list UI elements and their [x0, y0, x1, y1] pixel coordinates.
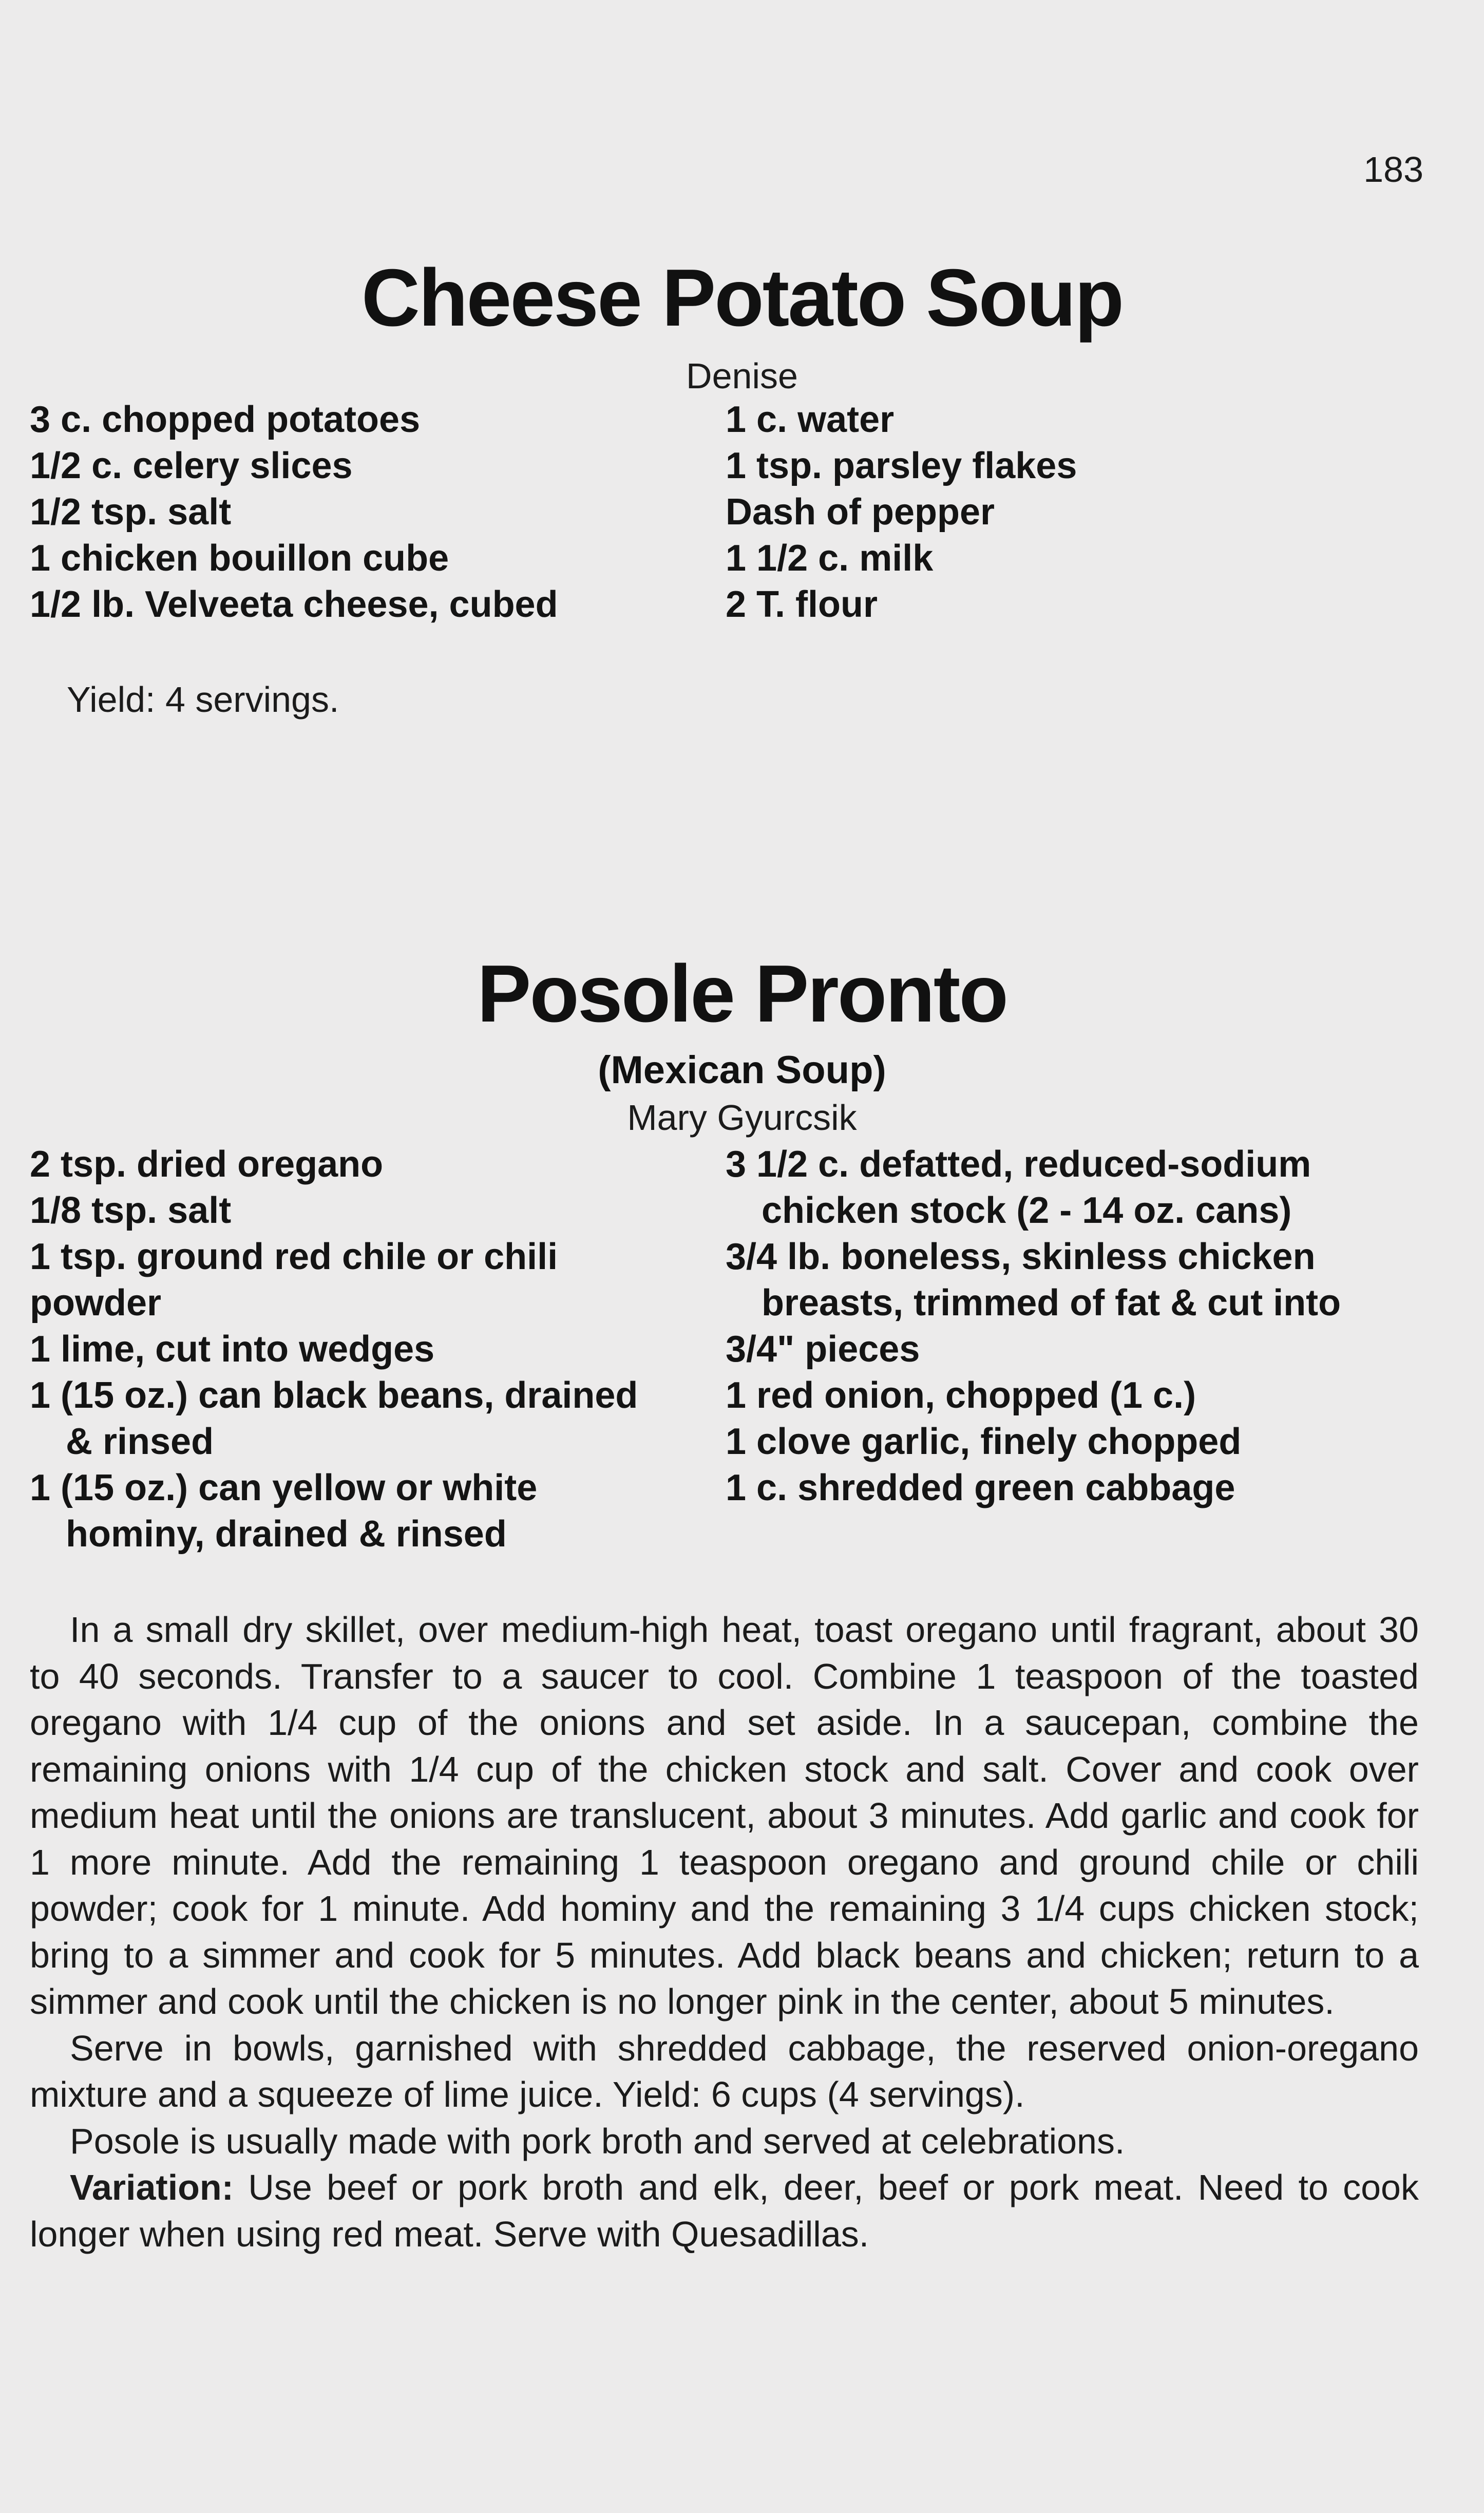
recipe-subtitle: (Mexican Soup) [598, 1048, 886, 1092]
ingredient [30, 1372, 638, 1465]
directions-paragraph: Serve in bowls, garnished with shredded cabbage, the reserved onion-oregano mixture and a squeeze of lime juice. Yield: 6 cups (4 servings). [30, 2028, 1419, 2114]
ingredient: 1/2 tsp. salt [30, 492, 232, 533]
ingredient-continuation: & rinsed [66, 1421, 214, 1462]
ingredient [726, 1326, 1341, 1372]
ingredient-line: 1 c. shredded green cabbage [726, 1467, 1235, 1508]
ingredient-line: 1 clove garlic, finely chopped [726, 1421, 1242, 1462]
ingredient [726, 1234, 1341, 1326]
ingredient [726, 1372, 1341, 1419]
ingredient [726, 1465, 1341, 1511]
ingredient [30, 1465, 638, 1557]
recipe-yield: Yield: 4 servings. [67, 679, 339, 720]
ingredient [726, 1419, 1341, 1465]
variation-text: Use beef or pork broth and elk, deer, beef or pork meat. Need to cook longer when using red meat. Serve with Quesadillas. [30, 2167, 1419, 2254]
recipe-directions [30, 1607, 1419, 2257]
variation-paragraph [30, 2164, 1419, 2257]
ingredient-line: 1 lime, cut into wedges [30, 1329, 435, 1370]
ingredient-line: 3/4" pieces [726, 1329, 920, 1370]
variation-label: Variation: [70, 2167, 234, 2207]
ingredient-line: 3 1/2 c. defatted, reduced-sodium [726, 1144, 1311, 1185]
ingredients-left-column [30, 1141, 638, 1557]
ingredient [30, 1141, 638, 1187]
ingredient-line: 1/8 tsp. salt [30, 1190, 232, 1231]
ingredient-line: 2 tsp. dried oregano [30, 1144, 384, 1185]
recipe-title-cheese-potato-soup: Cheese Potato Soup [361, 253, 1123, 343]
ingredient [30, 1326, 638, 1372]
directions-paragraph: Posole is usually made with pork broth and served at celebrations. [70, 2121, 1125, 2161]
ingredient-line: 1 red onion, chopped (1 c.) [726, 1375, 1196, 1416]
ingredients-right-column [726, 1141, 1341, 1511]
ingredients-right-column [726, 396, 1077, 628]
directions-paragraph: In a small dry skillet, over medium-high heat, toast oregano until fragrant, about 30 to 40 seconds. Transfer to a saucer to cool. Combine 1 teaspoon of the toasted oregano with 1/4 cup of the onions and set aside. In a saucepan, combine the remaining onions with 1/4 cup of the chicken stock and salt. Cover and cook over medium heat until the onions are translucent, about 3 minutes. Add garlic and cook for 1 more minute. Add the remaining 1 teaspoon oregano and ground chile or chili powder; cook for 1 minute. Add hominy and the remaining 3 1/4 cups chicken stock; bring to a simmer and cook for 5 minutes. Add black beans and chicken; return to a simmer and cook until the chicken is no longer pink in the center, about 5 minutes. [30, 1610, 1419, 2021]
ingredient-line: 3/4 lb. boneless, skinless chicken [726, 1236, 1316, 1277]
ingredient-line: 1 (15 oz.) can yellow or white [30, 1467, 538, 1508]
ingredient-continuation: powder [30, 1282, 162, 1324]
recipe-author: Denise [686, 356, 798, 396]
ingredient-continuation: chicken stock (2 - 14 oz. cans) [762, 1190, 1292, 1231]
ingredient: 1 1/2 c. milk [726, 538, 934, 579]
ingredient: 3 c. chopped potatoes [30, 399, 421, 440]
ingredient: 1 chicken bouillon cube [30, 538, 449, 579]
page-number: 183 [1363, 149, 1423, 190]
ingredient: 1/2 lb. Velveeta cheese, cubed [30, 584, 558, 625]
ingredient-continuation: breasts, trimmed of fat & cut into [762, 1282, 1341, 1324]
ingredients-left-column [30, 396, 558, 628]
ingredient [30, 1234, 638, 1326]
ingredient: 1/2 c. celery slices [30, 445, 353, 486]
ingredient: 2 T. flour [726, 584, 878, 625]
ingredient: 1 tsp. parsley flakes [726, 445, 1077, 486]
ingredient-line: 1 tsp. ground red chile or chili [30, 1236, 558, 1277]
recipe-title-posole-pronto: Posole Pronto [477, 949, 1007, 1039]
ingredient-continuation: hominy, drained & rinsed [66, 1514, 507, 1555]
ingredient [726, 1141, 1341, 1234]
recipe-author: Mary Gyurcsik [627, 1098, 857, 1138]
ingredient: 1 c. water [726, 399, 895, 440]
ingredient-line: 1 (15 oz.) can black beans, drained [30, 1375, 638, 1416]
ingredient: Dash of pepper [726, 492, 995, 533]
ingredient [30, 1187, 638, 1234]
